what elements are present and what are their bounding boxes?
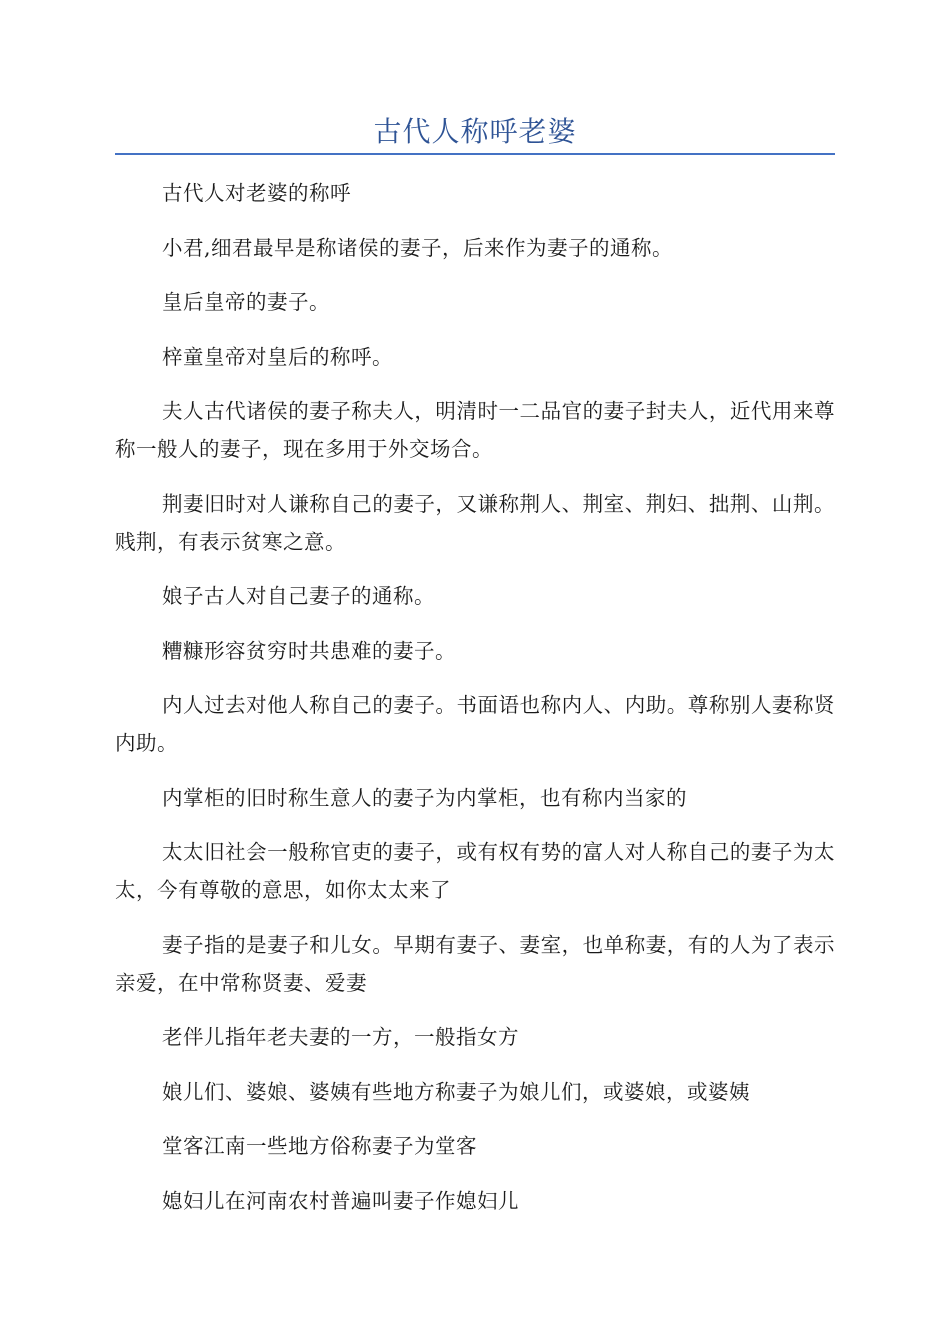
paragraph-niangzi: 娘子古人对自己妻子的通称。: [162, 584, 435, 608]
paragraph-taitai: 太太旧社会一般称官吏的妻子，或有权有势的富人对人称自己的妻子为太太，今有尊敬的意思，如你太太来了: [115, 840, 835, 902]
paragraph-neiren: 内人过去对他人称自己的妻子。书面语也称内人、内助。尊称别人妻称贤内助。: [115, 693, 835, 755]
paragraph-zitong: 梓童皇帝对皇后的称呼。: [162, 344, 393, 369]
paragraph-xiaojun: 小君,细君最早是称诸侯的妻子，后来作为妻子的通称。: [162, 235, 674, 260]
paragraph-intro: 古代人对老婆的称呼: [162, 181, 351, 205]
paragraph-zaokang: 糟糠形容贫穷时共患难的妻子。: [162, 638, 456, 663]
paragraph-niangermen: 娘儿们、婆娘、婆姨有些地方称妻子为娘儿们，或婆娘，或婆姨: [162, 1079, 750, 1104]
paragraph-laobaner: 老伴儿指年老夫妻的一方，一般指女方: [162, 1025, 519, 1049]
paragraph-qizi: 妻子指的是妻子和儿女。早期有妻子、妻室，也单称妻，有的人为了表示亲爱，在中常称贤妻、爱妻: [115, 932, 835, 995]
paragraph-huanghou: 皇后皇帝的妻子。: [162, 290, 330, 314]
title-underline: [115, 153, 835, 155]
paragraph-furen: 夫人古代诸侯的妻子称夫人，明清时一二品官的妻子封夫人，近代用来尊称一般人的妻子，现在多用于外交场合。: [115, 399, 835, 461]
paragraph-jingqi: 荆妻旧时对人谦称自己的妻子，又谦称荆人、荆室、荆妇、拙荆、山荆。贱荆，有表示贫寒之意。: [115, 491, 835, 554]
paragraph-neizhanggui: 内掌柜的旧时称生意人的妻子为内掌柜，也有称内当家的: [162, 785, 687, 810]
document-body: [115, 174, 835, 1236]
paragraph-tangke: 堂客江南一些地方俗称妻子为堂客: [162, 1134, 477, 1158]
document-title: 古代人称呼老婆: [373, 115, 577, 148]
paragraph-xifuer: 媳妇儿在河南农村普遍叫妻子作媳妇儿: [162, 1188, 519, 1213]
